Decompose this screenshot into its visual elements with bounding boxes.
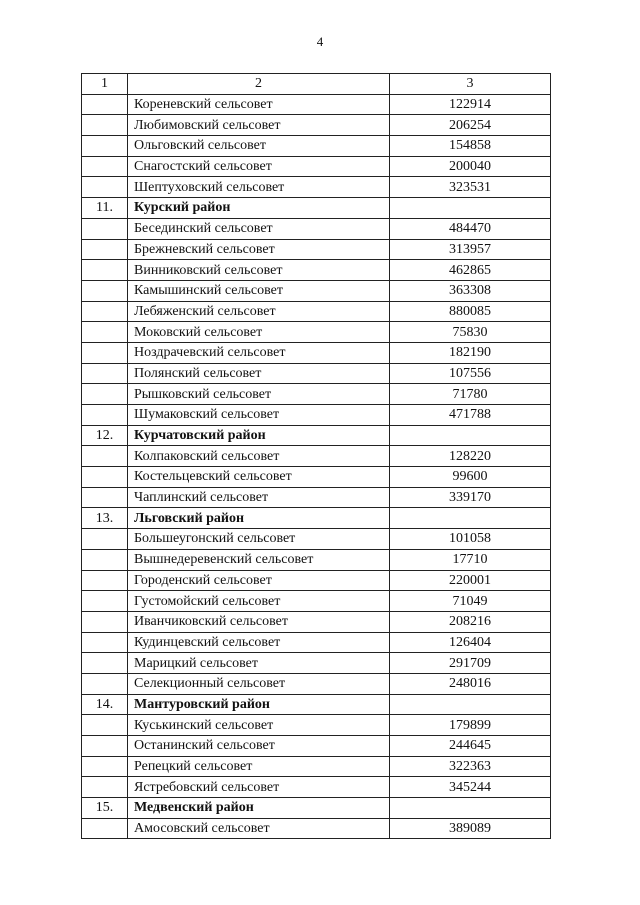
- row-index-cell: [82, 487, 128, 508]
- value-cell: 313957: [390, 239, 551, 260]
- row-index-cell: [82, 653, 128, 674]
- council-name-cell: Городенский сельсовет: [128, 570, 390, 591]
- row-index-cell: [82, 818, 128, 839]
- table-row: [82, 218, 551, 239]
- table-row: [82, 632, 551, 653]
- value-cell: [390, 694, 551, 715]
- table-row: [82, 260, 551, 281]
- row-index-cell: 12.: [82, 425, 128, 446]
- value-cell: 128220: [390, 446, 551, 467]
- value-cell: 200040: [390, 156, 551, 177]
- row-index-cell: [82, 632, 128, 653]
- row-index-cell: 13.: [82, 508, 128, 529]
- row-index-cell: [82, 322, 128, 343]
- row-index-cell: [82, 363, 128, 384]
- district-name-cell: Медвенский район: [128, 798, 390, 819]
- value-cell: [390, 425, 551, 446]
- row-index-cell: [82, 756, 128, 777]
- council-name-cell: Марицкий сельсовет: [128, 653, 390, 674]
- row-index-cell: [82, 280, 128, 301]
- council-name-cell: Чаплинский сельсовет: [128, 487, 390, 508]
- row-index-cell: 11.: [82, 198, 128, 219]
- value-cell: 220001: [390, 570, 551, 591]
- row-index-cell: 14.: [82, 694, 128, 715]
- council-name-cell: Шумаковский сельсовет: [128, 405, 390, 426]
- table-row: [82, 280, 551, 301]
- row-index-cell: [82, 467, 128, 488]
- council-name-cell: Густомойский сельсовет: [128, 591, 390, 612]
- value-cell: 291709: [390, 653, 551, 674]
- row-index-cell: [82, 239, 128, 260]
- council-name-cell: Ольговский сельсовет: [128, 136, 390, 157]
- table-row: [82, 715, 551, 736]
- table-row: [82, 653, 551, 674]
- value-cell: 323531: [390, 177, 551, 198]
- district-name-cell: Курский район: [128, 198, 390, 219]
- table-row: [82, 322, 551, 343]
- row-index-cell: [82, 301, 128, 322]
- row-index-cell: [82, 673, 128, 694]
- value-cell: [390, 798, 551, 819]
- value-cell: 107556: [390, 363, 551, 384]
- value-cell: 345244: [390, 777, 551, 798]
- row-index-cell: [82, 260, 128, 281]
- council-name-cell: Снагостский сельсовет: [128, 156, 390, 177]
- value-cell: [390, 508, 551, 529]
- row-index-cell: [82, 177, 128, 198]
- table-header-row: [82, 74, 551, 95]
- row-index-cell: [82, 94, 128, 115]
- row-index-cell: [82, 570, 128, 591]
- council-name-cell: Винниковский сельсовет: [128, 260, 390, 281]
- page-number: 4: [316, 34, 324, 49]
- council-name-cell: Ноздрачевский сельсовет: [128, 342, 390, 363]
- council-name-cell: Шептуховский сельсовет: [128, 177, 390, 198]
- row-index-cell: [82, 549, 128, 570]
- value-cell: 206254: [390, 115, 551, 136]
- table-row: [82, 384, 551, 405]
- council-name-cell: Бесединский сельсовет: [128, 218, 390, 239]
- council-name-cell: Амосовский сельсовет: [128, 818, 390, 839]
- table-row: [82, 467, 551, 488]
- council-name-cell: Останинский сельсовет: [128, 736, 390, 757]
- council-name-cell: Костельцевский сельсовет: [128, 467, 390, 488]
- value-cell: 363308: [390, 280, 551, 301]
- table-row: [82, 301, 551, 322]
- row-index-cell: [82, 611, 128, 632]
- table-row: [82, 405, 551, 426]
- value-cell: 99600: [390, 467, 551, 488]
- row-index-cell: [82, 136, 128, 157]
- council-name-cell: Кудинцевский сельсовет: [128, 632, 390, 653]
- council-name-cell: Рышковский сельсовет: [128, 384, 390, 405]
- table-row: [82, 115, 551, 136]
- value-cell: 339170: [390, 487, 551, 508]
- district-name-cell: Курчатовский район: [128, 425, 390, 446]
- table-row: [82, 777, 551, 798]
- table-row: [82, 756, 551, 777]
- row-index-cell: [82, 529, 128, 550]
- council-name-cell: Любимовский сельсовет: [128, 115, 390, 136]
- value-cell: 71049: [390, 591, 551, 612]
- value-cell: [390, 198, 551, 219]
- district-row: [82, 798, 551, 819]
- data-table: [81, 73, 551, 839]
- table-row: [82, 94, 551, 115]
- value-cell: 322363: [390, 756, 551, 777]
- value-cell: 462865: [390, 260, 551, 281]
- district-name-cell: Мантуровский район: [128, 694, 390, 715]
- row-index-cell: [82, 384, 128, 405]
- table-row: [82, 177, 551, 198]
- district-row: [82, 694, 551, 715]
- table-row: [82, 136, 551, 157]
- value-cell: 126404: [390, 632, 551, 653]
- table-row: [82, 818, 551, 839]
- value-cell: 154858: [390, 136, 551, 157]
- table-row: [82, 611, 551, 632]
- header-cell-1: 1: [82, 74, 128, 95]
- value-cell: 389089: [390, 818, 551, 839]
- row-index-cell: [82, 342, 128, 363]
- value-cell: 17710: [390, 549, 551, 570]
- row-index-cell: [82, 715, 128, 736]
- table-row: [82, 549, 551, 570]
- value-cell: 880085: [390, 301, 551, 322]
- council-name-cell: Кореневский сельсовет: [128, 94, 390, 115]
- table-body: [82, 74, 551, 839]
- district-row: [82, 508, 551, 529]
- row-index-cell: [82, 736, 128, 757]
- table-row: [82, 673, 551, 694]
- value-cell: 471788: [390, 405, 551, 426]
- value-cell: 179899: [390, 715, 551, 736]
- value-cell: 101058: [390, 529, 551, 550]
- table-row: [82, 239, 551, 260]
- table-row: [82, 736, 551, 757]
- council-name-cell: Куськинский сельсовет: [128, 715, 390, 736]
- council-name-cell: Вышнедеревенский сельсовет: [128, 549, 390, 570]
- row-index-cell: [82, 405, 128, 426]
- table-row: [82, 591, 551, 612]
- council-name-cell: Ястребовский сельсовет: [128, 777, 390, 798]
- table-row: [82, 487, 551, 508]
- district-row: [82, 198, 551, 219]
- row-index-cell: [82, 446, 128, 467]
- value-cell: 248016: [390, 673, 551, 694]
- council-name-cell: Полянский сельсовет: [128, 363, 390, 384]
- council-name-cell: Моковский сельсовет: [128, 322, 390, 343]
- table-row: [82, 363, 551, 384]
- value-cell: 182190: [390, 342, 551, 363]
- council-name-cell: Большеугонский сельсовет: [128, 529, 390, 550]
- table-row: [82, 529, 551, 550]
- district-name-cell: Льговский район: [128, 508, 390, 529]
- table-row: [82, 342, 551, 363]
- council-name-cell: Лебяженский сельсовет: [128, 301, 390, 322]
- value-cell: 208216: [390, 611, 551, 632]
- value-cell: 122914: [390, 94, 551, 115]
- value-cell: 75830: [390, 322, 551, 343]
- row-index-cell: [82, 777, 128, 798]
- header-cell-2: 2: [128, 74, 390, 95]
- row-index-cell: [82, 218, 128, 239]
- council-name-cell: Репецкий сельсовет: [128, 756, 390, 777]
- council-name-cell: Брежневский сельсовет: [128, 239, 390, 260]
- table-row: [82, 446, 551, 467]
- row-index-cell: [82, 591, 128, 612]
- council-name-cell: Селекционный сельсовет: [128, 673, 390, 694]
- value-cell: 71780: [390, 384, 551, 405]
- district-row: [82, 425, 551, 446]
- table-row: [82, 570, 551, 591]
- table-row: [82, 156, 551, 177]
- value-cell: 244645: [390, 736, 551, 757]
- value-cell: 484470: [390, 218, 551, 239]
- council-name-cell: Колпаковский сельсовет: [128, 446, 390, 467]
- council-name-cell: Иванчиковский сельсовет: [128, 611, 390, 632]
- row-index-cell: 15.: [82, 798, 128, 819]
- row-index-cell: [82, 115, 128, 136]
- council-name-cell: Камышинский сельсовет: [128, 280, 390, 301]
- header-cell-3: 3: [390, 74, 551, 95]
- row-index-cell: [82, 156, 128, 177]
